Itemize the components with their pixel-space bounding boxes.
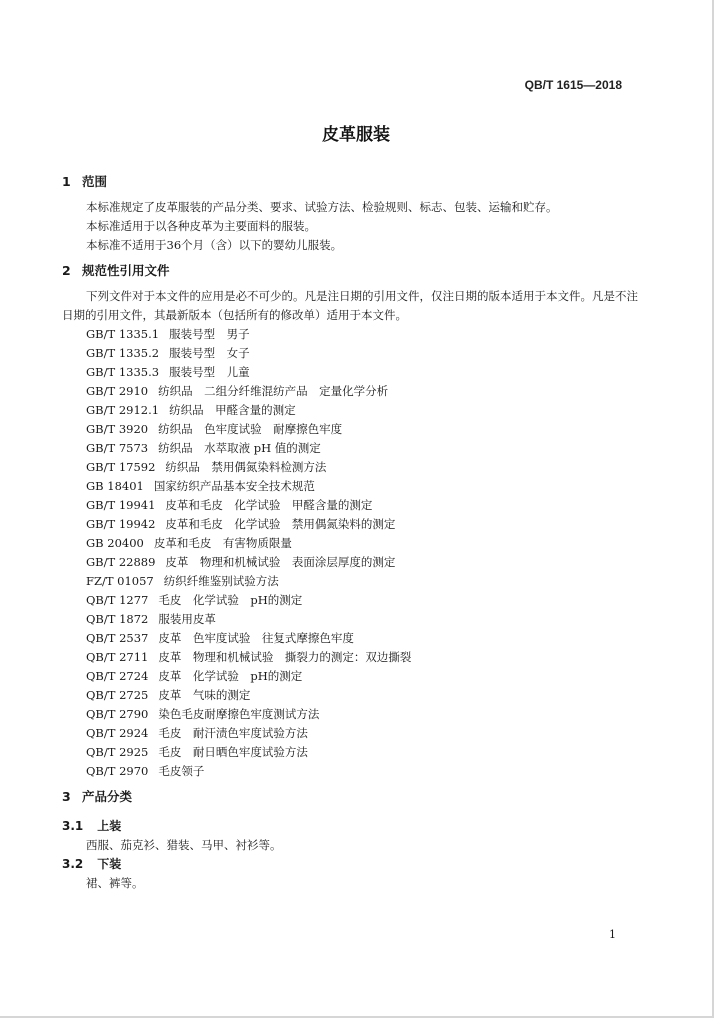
reference-code: QB/T 1872 [86, 612, 149, 626]
subsection-text: 裙、裤等。 [86, 876, 144, 890]
reference-title: 皮革和毛皮 化学试验 甲醛含量的测定 [165, 498, 373, 512]
document-body [62, 172, 642, 893]
reference-code: QB/T 2970 [86, 764, 149, 778]
reference-code: GB/T 3920 [86, 422, 149, 436]
reference-item [86, 477, 642, 496]
reference-title: 皮革和毛皮 有害物质限量 [153, 536, 292, 550]
reference-title: 毛皮领子 [158, 764, 205, 778]
section-title: 产品分类 [82, 789, 133, 804]
reference-code: GB/T 1335.3 [86, 365, 160, 379]
reference-title: 毛皮 化学试验 pH的测定 [158, 593, 303, 607]
reference-title: 纺织品 禁用偶氮染料检测方法 [165, 460, 327, 474]
reference-item [86, 325, 642, 344]
reference-title: 服装号型 男子 [169, 327, 250, 341]
reference-title: 国家纺织产品基本安全技术规范 [153, 479, 315, 493]
reference-item [86, 363, 642, 382]
subsection-title: 上装 [97, 819, 122, 833]
reference-title: 服装号型 儿童 [169, 365, 250, 379]
document-title: 皮革服装 [322, 125, 390, 145]
section-title: 规范性引用文件 [82, 263, 170, 278]
reference-code: QB/T 1277 [86, 593, 149, 607]
subsection-number: 3.1 [62, 819, 84, 833]
reference-list [62, 325, 642, 781]
reference-title: 纺织品 色牢度试验 耐摩擦色牢度 [158, 422, 343, 436]
reference-title: 皮革 物理和机械试验 撕裂力的测定：双边撕裂 [158, 650, 412, 664]
reference-item [86, 496, 642, 515]
section-number: 2 [62, 263, 71, 278]
reference-code: GB/T 7573 [86, 441, 149, 455]
subsection-number: 3.2 [62, 857, 84, 871]
reference-code: GB/T 19942 [86, 517, 156, 531]
reference-item [86, 705, 642, 724]
scope-paragraph: 本标准规定了皮革服装的产品分类、要求、试验方法、检验规则、标志、包装、运输和贮存。 [86, 200, 558, 214]
subsection-3-1-heading [62, 817, 642, 836]
reference-title: 纺织品 水萃取液 pH 值的测定 [158, 441, 321, 455]
reference-code: FZ/T 01057 [86, 574, 154, 588]
reference-item [86, 762, 642, 781]
section-3-heading [62, 787, 642, 807]
subsection-text: 西服、茄克衫、猎装、马甲、衬衫等。 [86, 838, 282, 852]
section-1-heading [62, 172, 642, 192]
reference-title: 皮革 物理和机械试验 表面涂层厚度的测定 [165, 555, 396, 569]
section-number: 1 [62, 174, 71, 189]
reference-item [86, 648, 642, 667]
reference-code: GB/T 1335.2 [86, 346, 160, 360]
reference-title: 服装号型 女子 [169, 346, 250, 360]
reference-title: 皮革 化学试验 pH的测定 [158, 669, 303, 683]
section-2-heading [62, 261, 642, 281]
reference-title: 纺织品 二组分纤维混纺产品 定量化学分析 [158, 384, 389, 398]
reference-item [86, 382, 642, 401]
reference-code: QB/T 2537 [86, 631, 149, 645]
reference-code: QB/T 2924 [86, 726, 149, 740]
reference-item [86, 610, 642, 629]
scope-paragraph: 本标准不适用于36个月（含）以下的婴幼儿服装。 [86, 238, 343, 252]
subsection-3-2-heading [62, 855, 642, 874]
reference-title: 皮革 色牢度试验 往复式摩擦色牢度 [158, 631, 354, 645]
reference-item [86, 515, 642, 534]
reference-title: 毛皮 耐汗渍色牢度试验方法 [158, 726, 308, 740]
reference-code: GB/T 2912.1 [86, 403, 160, 417]
subsection-title: 下装 [97, 857, 122, 871]
standard-code: QB/T 1615—2018 [524, 78, 622, 92]
reference-code: GB/T 2910 [86, 384, 149, 398]
reference-item [86, 629, 642, 648]
references-intro: 下列文件对于本文件的应用是必不可少的。凡是注日期的引用文件，仅注日期的版本适用于本文件。凡是不注日期的引用文件，其最新版本（包括所有的修改单）适用于本文件。 [62, 289, 638, 322]
reference-code: GB/T 17592 [86, 460, 156, 474]
reference-title: 皮革和毛皮 化学试验 禁用偶氮染料的测定 [165, 517, 396, 531]
reference-code: GB 20400 [86, 536, 144, 550]
reference-title: 毛皮 耐日晒色牢度试验方法 [158, 745, 308, 759]
reference-item [86, 591, 642, 610]
reference-item [86, 667, 642, 686]
reference-code: QB/T 2711 [86, 650, 149, 664]
reference-item [86, 572, 642, 591]
reference-item [86, 420, 642, 439]
reference-title: 染色毛皮耐摩擦色牢度测试方法 [158, 707, 320, 721]
reference-title: 服装用皮革 [158, 612, 216, 626]
reference-item [86, 686, 642, 705]
reference-code: QB/T 2790 [86, 707, 149, 721]
reference-title: 纺织品 甲醛含量的测定 [169, 403, 296, 417]
page-number: 1 [609, 928, 616, 941]
reference-code: GB/T 1335.1 [86, 327, 160, 341]
reference-code: QB/T 2925 [86, 745, 149, 759]
reference-title: 纺织纤维鉴别试验方法 [163, 574, 279, 588]
reference-item [86, 344, 642, 363]
reference-item [86, 743, 642, 762]
reference-code: GB 18401 [86, 479, 144, 493]
scope-paragraph: 本标准适用于以各种皮革为主要面料的服装。 [86, 219, 316, 233]
reference-item [86, 439, 642, 458]
section-title: 范围 [82, 174, 108, 189]
reference-code: GB/T 19941 [86, 498, 156, 512]
reference-code: GB/T 22889 [86, 555, 156, 569]
reference-item [86, 458, 642, 477]
reference-item [86, 534, 642, 553]
reference-item [86, 401, 642, 420]
reference-code: QB/T 2724 [86, 669, 149, 683]
reference-code: QB/T 2725 [86, 688, 149, 702]
section-number: 3 [62, 789, 71, 804]
reference-item [86, 724, 642, 743]
reference-title: 皮革 气味的测定 [158, 688, 251, 702]
reference-item [86, 553, 642, 572]
